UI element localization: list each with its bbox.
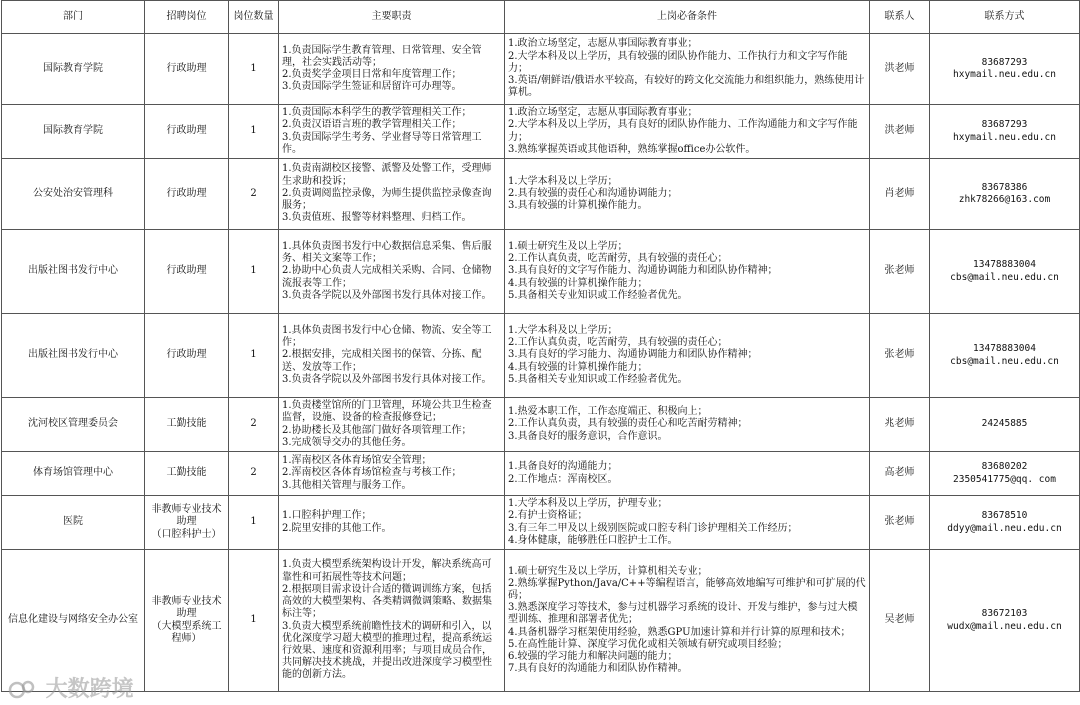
- req-item: 4.具有较强的计算机操作能力；: [508, 277, 648, 289]
- req-item: 3.具有较强的计算机操作能力。: [508, 200, 648, 212]
- phone-line: 83678510: [981, 510, 1028, 522]
- duty-item: 3.负责值班、报警等材料整理、归档工作。: [282, 212, 472, 224]
- header-contact: 联系人: [870, 1, 930, 34]
- header-reqs: 上岗必备条件: [505, 1, 870, 34]
- table-row: [2, 398, 1080, 452]
- duty-item: 2.浑南校区各体育场馆检查与考核工作；: [282, 467, 462, 479]
- duty-item: 3.负责国际学生签证和居留许可办理等。: [282, 81, 462, 93]
- req-item: 3.具备良好的服务意识，合作意识。: [508, 430, 668, 442]
- duty-item: 1.浑南校区各体育场馆安全管理；: [282, 455, 432, 467]
- phone-line: 13478883004: [973, 343, 1036, 355]
- cell-post: [145, 230, 229, 314]
- cell-post: [145, 314, 229, 398]
- cell-post: [145, 550, 229, 692]
- duty-item: 1.具体负责图书发行中心数据信息采集、售后服务、相关文案等工作；: [282, 240, 492, 265]
- req-item: 1.硕士研究生及以上学历，计算机相关专业；: [508, 565, 708, 577]
- table-row: [2, 230, 1080, 314]
- cell-count: 1: [229, 230, 279, 314]
- req-item: 1.热爱本职工作，工作态度端正、积极向上；: [508, 406, 708, 418]
- cell-contact: 肖老师: [870, 159, 930, 230]
- duty-item: 3.负责国际学生考务、学业督导等日常管理工作。: [282, 131, 482, 155]
- req-item: 2.大学本科及以上学历，具有良好的团队协作能力、工作沟通能力和文字写作能力；: [508, 119, 858, 143]
- req-item: 1.大学本科及以上学历，护理专业；: [508, 498, 668, 510]
- header-post: 招聘岗位: [145, 1, 229, 34]
- duty-item: 2.负责调阅监控录像，为师生提供监控录像查询服务；: [282, 187, 492, 212]
- req-item: 7.具有良好的沟通能力和团队协作精神。: [508, 663, 688, 675]
- phone-line: 2350541775@qq. com: [953, 473, 1056, 485]
- table-row: [2, 496, 1080, 550]
- cell-phone: [930, 230, 1080, 314]
- cell-phone: [930, 34, 1080, 105]
- post-line: 工勤技能: [166, 467, 207, 479]
- cell-phone: [930, 550, 1080, 692]
- cell-post: [145, 105, 229, 159]
- req-item: 3.英语/朝鲜语/俄语水平较高，有较好的跨文化交流能力和组织能力，熟练使用计算机。: [508, 75, 865, 99]
- duty-item: 3.其他相关管理与服务工作。: [282, 479, 412, 491]
- cell-contact: 张老师: [870, 230, 930, 314]
- cell-duties: [279, 314, 505, 398]
- duty-item: 2.院里安排的其他工作。: [282, 522, 392, 534]
- req-item: 1.硕士研究生及以上学历；: [508, 240, 628, 252]
- cell-reqs: [505, 230, 870, 314]
- cell-duties: [279, 230, 505, 314]
- phone-line: wudx@mail.neu.edu.cn: [947, 620, 1062, 632]
- recruitment-table: [1, 0, 1080, 692]
- post-line: 非教师专业技术: [151, 504, 222, 516]
- cell-count: 1: [229, 105, 279, 159]
- cell-duties: [279, 550, 505, 692]
- duty-item: 1.负责楼堂馆所的门卫管理，环境公共卫生检查监督，设施、设备的检查报修登记；: [282, 400, 492, 424]
- duty-item: 1.口腔科护理工作；: [282, 510, 372, 522]
- header-count: 岗位数量: [229, 1, 279, 34]
- duty-item: 3.负责各学院以及外部图书发行具体对接工作。: [282, 373, 492, 385]
- cell-contact: 吴老师: [870, 550, 930, 692]
- req-item: 1.政治立场坚定，志愿从事国际教育事业；: [508, 38, 698, 50]
- req-item: 1.大学本科及以上学历；: [508, 324, 618, 336]
- req-item: 2.工作地点：浑南校区。: [508, 473, 618, 485]
- req-item: 1.大学本科及以上学历；: [508, 175, 618, 187]
- header-duties: 主要职责: [279, 1, 505, 34]
- req-item: 5.具备相关专业知识或工作经验者优先。: [508, 373, 688, 385]
- req-item: 2.工作认真负责，吃苦耐劳，具有较强的责任心；: [508, 337, 728, 349]
- cell-contact: 洪老师: [870, 34, 930, 105]
- header-row: [2, 1, 1080, 34]
- cell-duties: [279, 159, 505, 230]
- duty-item: 2.根据安排，完成相关图书的保管、分拣、配送、发放等工作；: [282, 349, 482, 373]
- cell-post: [145, 159, 229, 230]
- req-item: 3.熟悉深度学习等技术，参与过机器学习系统的设计、开发与维护，参与过大模型训练、推理和部署者优先；: [508, 602, 858, 626]
- post-line: 非教师专业技术: [151, 596, 222, 608]
- post-line: 行政助理: [166, 125, 207, 137]
- req-item: 2.工作认真负责，具有较强的责任心和吃苦耐劳精神；: [508, 418, 748, 430]
- phone-line: cbs@mail.neu.edu.cn: [950, 271, 1059, 283]
- cell-count: 1: [229, 34, 279, 105]
- post-line: 助理: [176, 608, 197, 620]
- phone-line: 83687293: [981, 119, 1028, 131]
- cell-phone: [930, 452, 1080, 496]
- post-line: （口腔科护士）: [151, 528, 222, 540]
- duty-item: 2.协助中心负责人完成相关采购、合同、仓储物流报表等工作；: [282, 265, 492, 289]
- req-item: 5.具备相关专业知识或工作经验者优先。: [508, 289, 688, 301]
- cell-count: 1: [229, 496, 279, 550]
- duty-item: 3.负责大模型系统前瞻性技术的调研和引入，以优化深度学习超大模型的推理过程，提高系统运行效果、速度和资源利用率；与项目成员合作，共同解决技术挑战，并提出改进深度学习模型性能的创新方法。: [282, 620, 492, 681]
- post-line: 行政助理: [166, 349, 207, 361]
- req-item: 2.熟练掌握Python/Java/C++等编程语言，能够高效地编写可维护和可扩展的代码；: [508, 577, 866, 601]
- req-item: 2.工作认真负责，吃苦耐劳，具有较强的责任心；: [508, 253, 728, 265]
- cell-phone: [930, 398, 1080, 452]
- cell-reqs: [505, 159, 870, 230]
- phone-line: 83680202: [981, 461, 1028, 473]
- phone-line: 24245885: [981, 418, 1028, 430]
- phone-line: 83678386: [981, 181, 1028, 193]
- cell-duties: [279, 398, 505, 452]
- cell-contact: 高老师: [870, 452, 930, 496]
- req-item: 1.具备良好的沟通能力；: [508, 461, 618, 473]
- cell-dept: 医院: [2, 496, 145, 550]
- cell-dept: 沈河校区管理委员会: [2, 398, 145, 452]
- cell-contact: 张老师: [870, 314, 930, 398]
- cell-contact: 张老师: [870, 496, 930, 550]
- post-line: 工勤技能: [166, 418, 207, 430]
- duty-item: 3.负责各学院以及外部图书发行具体对接工作。: [282, 289, 492, 301]
- table-row: [2, 34, 1080, 105]
- cell-reqs: [505, 314, 870, 398]
- watermark: [8, 672, 134, 703]
- table-row: [2, 105, 1080, 159]
- duty-item: 2.负责奖学金项目日常和年度管理工作；: [282, 69, 462, 80]
- cell-dept: 出版社图书发行中心: [2, 314, 145, 398]
- duty-item: 3.完成领导交办的其他任务。: [282, 436, 412, 448]
- cell-dept: 国际教育学院: [2, 105, 145, 159]
- cell-count: 2: [229, 159, 279, 230]
- duty-item: 2.根据项目需求设计合适的微调训练方案，包括高效的大模型架构、各类精调微调策略、数据集标注等；: [282, 583, 492, 620]
- phone-line: 83687293: [981, 56, 1028, 68]
- duty-item: 2.协助楼长及其他部门做好各项管理工作；: [282, 424, 472, 436]
- duty-item: 1.负责南湖校区接警、派警及处警工作，受理师生求助和投诉；: [282, 163, 492, 187]
- cell-post: [145, 496, 229, 550]
- phone-line: hxymail.neu.edu.cn: [953, 131, 1056, 143]
- req-item: 2.有护士资格证；: [508, 510, 588, 522]
- post-line: 程师）: [171, 632, 202, 644]
- cell-dept: 公安处治安管理科: [2, 159, 145, 230]
- post-line: 行政助理: [166, 62, 207, 74]
- cell-count: 2: [229, 398, 279, 452]
- post-line: 助理: [176, 516, 197, 528]
- phone-line: cbs@mail.neu.edu.cn: [950, 355, 1059, 367]
- cell-reqs: [505, 398, 870, 452]
- req-item: 3.熟练掌握英语或其他语种，熟练掌握office办公软件。: [508, 143, 756, 155]
- req-item: 3.具有良好的文字写作能力、沟通协调能力和团队协作精神；: [508, 265, 778, 277]
- phone-line: hxymail.neu.edu.cn: [953, 69, 1056, 80]
- req-item: 4.具有较强的计算机操作能力；: [508, 361, 648, 373]
- cell-dept: 国际教育学院: [2, 34, 145, 105]
- req-item: 1.政治立场坚定，志愿从事国际教育事业；: [508, 107, 698, 119]
- cell-contact: 兆老师: [870, 398, 930, 452]
- phone-line: zhk78266@163.com: [958, 194, 1051, 205]
- table-row: [2, 159, 1080, 230]
- cell-duties: [279, 452, 505, 496]
- watermark-logo-icon: [8, 679, 38, 701]
- phone-line: 13478883004: [973, 259, 1036, 271]
- cell-phone: [930, 496, 1080, 550]
- cell-reqs: [505, 452, 870, 496]
- cell-reqs: [505, 105, 870, 159]
- cell-post: [145, 452, 229, 496]
- duty-item: 2.负责汉语语言班的教学管理相关工作；: [282, 119, 462, 131]
- cell-reqs: [505, 34, 870, 105]
- req-item: 2.大学本科及以上学历，具有较强的团队协作能力、工作执行力和文字写作能力；: [508, 50, 848, 74]
- post-line: 行政助理: [166, 265, 207, 277]
- cell-phone: [930, 314, 1080, 398]
- table-row: [2, 550, 1080, 692]
- req-item: 6.较强的学习能力和解决问题的能力；: [508, 651, 678, 662]
- post-line: （大模型系统工: [151, 620, 222, 632]
- header-phone: 联系方式: [930, 1, 1080, 34]
- duty-item: 1.负责大模型系统架构设计开发，解决系统高可靠性和可拓展性等技术问题；: [282, 559, 492, 583]
- cell-dept: 信息化建设与网络安全办公室: [2, 550, 145, 692]
- cell-phone: [930, 159, 1080, 230]
- cell-duties: [279, 105, 505, 159]
- req-item: 3.有三年二甲及以上级别医院或口腔专科门诊护理相关工作经历；: [508, 522, 798, 534]
- req-item: 5.在高性能计算、深度学习优化或相关领域有研究或项目经验；: [508, 638, 788, 650]
- req-item: 4.身体健康，能够胜任口腔护士工作。: [508, 534, 678, 546]
- cell-post: [145, 34, 229, 105]
- cell-dept: 出版社图书发行中心: [2, 230, 145, 314]
- header-dept: 部门: [2, 1, 145, 34]
- table-row: [2, 452, 1080, 496]
- req-item: 4.具备机器学习框架使用经验，熟悉GPU加速计算和并行计算的原理和技术；: [508, 626, 851, 638]
- duty-item: 1.负责国际学生教育管理、日常管理、安全管理，社会实践活动等；: [282, 44, 482, 68]
- table-row: [2, 314, 1080, 398]
- cell-phone: [930, 105, 1080, 159]
- cell-reqs: [505, 550, 870, 692]
- watermark-text: 大数跨境: [45, 677, 134, 702]
- cell-reqs: [505, 496, 870, 550]
- req-item: 2.具有较强的责任心和沟通协调能力；: [508, 187, 678, 199]
- post-line: 行政助理: [166, 187, 207, 199]
- cell-post: [145, 398, 229, 452]
- phone-line: ddyy@mail.neu.edu.cn: [947, 522, 1062, 534]
- cell-contact: 洪老师: [870, 105, 930, 159]
- phone-line: 83672103: [981, 608, 1028, 620]
- cell-duties: [279, 496, 505, 550]
- cell-count: 1: [229, 314, 279, 398]
- cell-dept: 体育场馆管理中心: [2, 452, 145, 496]
- duty-item: 1.具体负责图书发行中心仓储、物流、安全等工作；: [282, 324, 492, 349]
- cell-duties: [279, 34, 505, 105]
- cell-count: 1: [229, 550, 279, 692]
- req-item: 3.具有良好的学习能力、沟通协调能力和团队协作精神；: [508, 349, 758, 361]
- duty-item: 1.负责国际本科学生的教学管理相关工作；: [282, 107, 472, 119]
- cell-count: 2: [229, 452, 279, 496]
